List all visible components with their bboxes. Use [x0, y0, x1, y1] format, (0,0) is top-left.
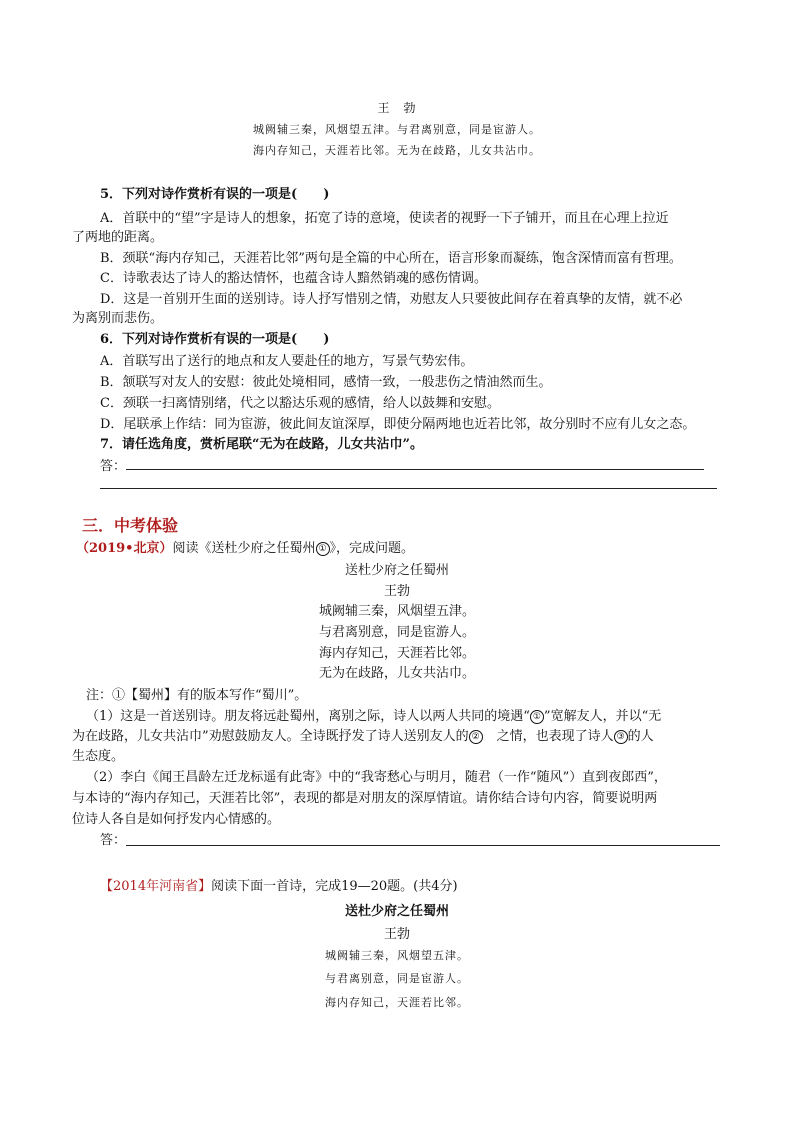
q7-answer-line-1[interactable] [126, 469, 704, 470]
q7-answer-label: 答： [100, 459, 127, 474]
q5-option-d-line1: D．这是一首别开生面的送别诗。诗人抒写惜别之情，劝慰友人只要彼此间存在着真挚的友情，就不必 [100, 292, 683, 307]
q6-stem: 6．下列对诗作赏析有误的一项是( ) [100, 332, 330, 347]
q5-option-a-line2: 了两地的距离。 [72, 230, 164, 245]
poem-line-3: 海内存知己，天涯若比邻。 [318, 646, 475, 661]
section-3-answer-label: 答： [100, 833, 127, 848]
poem-line-4: 无为在歧路，儿女共沾巾。 [318, 666, 475, 681]
poem-line-2: 与君离别意，同是宦游人。 [318, 625, 475, 640]
blank-marker-3: ③ [614, 730, 628, 744]
q1-line-1 [86, 705, 661, 724]
top-poem-line-2: 海内存知己，天涯若比邻。无为在歧路，儿女共沾巾。 [253, 144, 541, 157]
top-poem-author: 王 勃 [377, 101, 417, 115]
q7-answer-line-2[interactable] [100, 488, 717, 489]
q2-line-1: （2）李白《闻王昌龄左迁龙标遥有此寄》中的“我寄愁心与明月，随君（一作“随风”）直到夜郎西”， [86, 770, 667, 785]
blank-marker-1: ① [530, 710, 544, 724]
q7-stem: 7．请任选角度，赏析尾联“无为在歧路，儿女共沾巾”。 [100, 437, 424, 452]
section-3-source: （2019•北京） [76, 541, 173, 556]
q5-option-d-line2: 为离别而悲伤。 [72, 311, 164, 326]
q5-option-c: C．诗歌表达了诗人的豁达情怀，也蕴含诗人黯然销魂的感伤情调。 [100, 271, 487, 286]
section-3-intro-a: 阅读《送杜少府之任蜀州 [172, 541, 316, 556]
blank-marker-2: ② [469, 730, 483, 744]
q6-option-c: C．颈联一扫离情别绪，代之以豁达乐观的感情，给人以鼓舞和安慰。 [100, 396, 500, 411]
henan-poem-line-2: 与君离别意，同是宦游人。 [325, 972, 469, 985]
henan-poem-author: 王勃 [383, 927, 410, 942]
henan-poem-line-3: 海内存知己，天涯若比邻。 [325, 996, 469, 1009]
poem-line-1: 城阙辅三秦，风烟望五津。 [318, 604, 475, 619]
poem-title: 送杜少府之任蜀州 [344, 563, 449, 578]
section-3-answer-line[interactable] [126, 845, 720, 846]
henan-intro: 阅读下面一首诗，完成19—20题。(共4分) [211, 879, 458, 894]
henan-intro-row [100, 875, 458, 894]
henan-source: 【2014年河南省】 [100, 879, 212, 894]
q6-option-a: A．首联写出了送行的地点和友人要赴任的地方，写景气势宏伟。 [100, 354, 474, 369]
q1-line-2-a: 为在歧路，儿女共沾巾”劝慰鼓励友人。全诗既抒发了诗人送别友人的 [72, 729, 469, 744]
q6-option-d: D．尾联承上作结：同为宦游，彼此间友谊深厚，即使分隔两地也近若比邻，故分别时不应有儿女之态。 [100, 417, 696, 432]
section-3-intro-b: 》，完成问题。 [329, 541, 415, 556]
note-marker-1: ① [316, 542, 330, 556]
q2-line-2: 与本诗的“海内存知己，天涯若比邻”，表现的都是对朋友的深厚情谊。请你结合诗句内容，简要说明两 [72, 791, 658, 806]
q5-option-a-line1: A．首联中的“望”字是诗人的想象，拓宽了诗的意境，使读者的视野一下子铺开，而且在心理上拉近 [100, 211, 669, 226]
q1-line-1-a: （1）这是一首送别诗。朋友将远赴蜀州，离别之际，诗人以两人共同的境遇“ [86, 709, 530, 724]
q5-stem: 5．下列对诗作赏析有误的一项是( ) [100, 187, 330, 202]
section-3-intro [76, 537, 414, 556]
q1-line-2-b: 之情，也表现了诗人 [496, 729, 614, 744]
section-3-title: 三．中考体验 [82, 516, 179, 535]
q5-option-b: B．颈联“海内存知己，天涯若比邻”两句是全篇的中心所在，语言形象而凝练，饱含深情而富有哲理。 [100, 251, 682, 266]
q1-line-2 [72, 725, 654, 744]
q2-line-3: 位诗人各自是如何抒发内心情感的。 [72, 812, 281, 827]
q1-line-1-b: ”宽解友人，并以“无 [543, 709, 662, 724]
q6-option-b: B．颔联写对友人的安慰：彼此处境相同，感情一致，一般悲伤之情油然而生。 [100, 375, 552, 390]
poem-author: 王勃 [383, 584, 410, 599]
top-poem-line-1: 城阙辅三秦，风烟望五津。与君离别意，同是宦游人。 [253, 123, 541, 136]
q1-line-2-c: 的人 [627, 729, 654, 744]
henan-poem-title: 送杜少府之任蜀州 [344, 904, 449, 919]
q1-line-3: 生态度。 [72, 749, 125, 764]
henan-poem-line-1: 城阙辅三秦，风烟望五津。 [325, 949, 469, 962]
poem-note: 注：①【蜀州】有的版本写作“蜀川”。 [86, 688, 308, 703]
